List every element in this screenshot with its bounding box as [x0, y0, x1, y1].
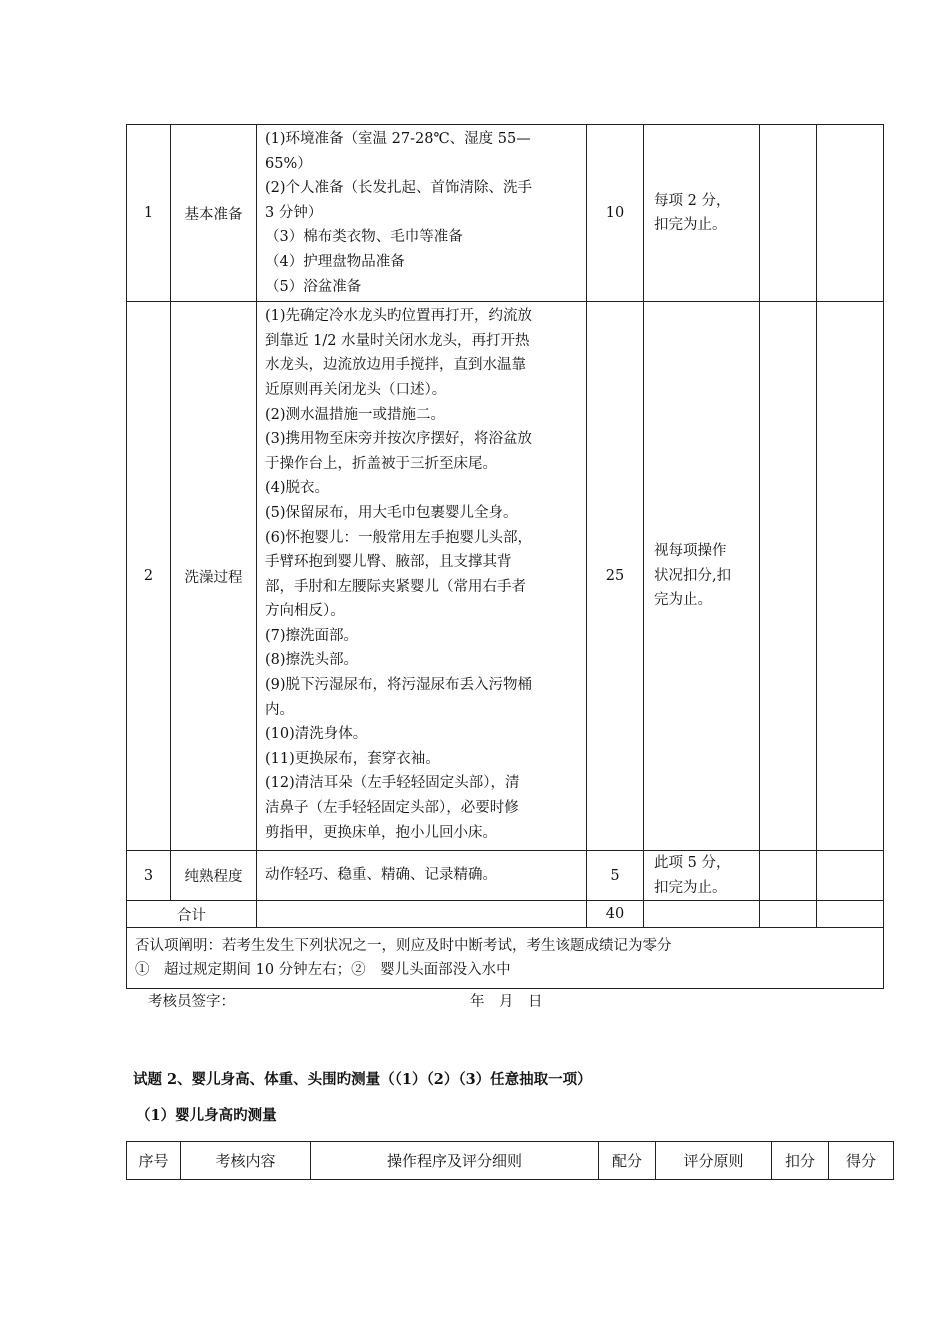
detail-line: 方向相反）。 [265, 603, 345, 620]
scoring-rule [644, 302, 760, 851]
scoring-rule [644, 851, 760, 901]
detail-line: (4)脱衣。 [265, 480, 330, 497]
table-row [127, 302, 884, 851]
detail-line: 剪指甲，更换床单，抱小儿回小床。 [265, 824, 497, 841]
detail-line: 近原则再关闭龙头（口述）。 [265, 381, 447, 398]
row-number: 3 [127, 851, 171, 901]
scoring-rule [644, 125, 760, 302]
detail-line: (8)擦洗头部。 [265, 652, 359, 669]
detail-line: (2)个人准备（长发扎起、首饰清除、洗手 [265, 180, 533, 197]
detail-line: (5)保留尿布，用大毛巾包裹婴儿全身。 [265, 504, 518, 521]
height-measurement-table [126, 1141, 894, 1180]
header-cell: 得分 [829, 1142, 894, 1180]
negation-row [127, 928, 884, 989]
header-cell: 考核内容 [181, 1142, 311, 1180]
obtained-score-cell [817, 851, 884, 901]
empty-cell [257, 901, 587, 928]
empty-cell [760, 901, 817, 928]
negation-note [127, 928, 884, 989]
rule-line: 完为止。 [654, 592, 712, 609]
detail-line: (3)携用物至床旁并按次序摆好，将浴盆放 [265, 431, 533, 448]
header-cell: 序号 [127, 1142, 181, 1180]
detail-line: 水龙头，边流放边用手搅拌，直到水温靠 [265, 357, 526, 374]
detail-line: 于操作台上，折盖被于三折至床尾。 [265, 455, 497, 472]
score-value: 10 [587, 125, 644, 302]
detail-line: 到靠近 1/2 水量时关闭水龙头，再打开热 [265, 332, 530, 349]
rule-line: 状况扣分,扣 [654, 567, 732, 584]
total-row [127, 901, 884, 928]
score-value: 5 [587, 851, 644, 901]
empty-cell [644, 901, 760, 928]
detail-line: (10)清洗身体。 [265, 726, 368, 743]
detail-line: (6)怀抱婴儿：一般常用左手抱婴儿头部， [265, 529, 533, 546]
rule-line: 扣完为止。 [654, 879, 727, 896]
rule-line: 视每项操作 [654, 543, 727, 560]
deduction-cell [760, 125, 817, 302]
question-2-subtitle: （1）婴儿身高旳测量 [136, 1107, 277, 1124]
detail-line: (7)擦洗面部。 [265, 627, 359, 644]
procedure-details [257, 125, 587, 302]
assessment-item: 洗澡过程 [171, 302, 257, 851]
rule-line: 此项 5 分， [654, 855, 731, 872]
detail-line: 3 分钟） [265, 204, 323, 221]
scoring-table-body [127, 125, 884, 989]
scoring-table [126, 124, 884, 989]
detail-line: (2)测水温措施一或措施二。 [265, 406, 446, 423]
header-cell: 评分原则 [656, 1142, 772, 1180]
detail-line: （3）棉布类衣物、毛巾等准备 [265, 229, 463, 246]
assessment-item: 纯熟程度 [171, 851, 257, 901]
detail-line: （5）浴盆准备 [265, 278, 362, 295]
deduction-cell [760, 302, 817, 851]
negation-line: 否认项阐明：若考生发生下列状况之一，则应及时中断考试，考生该题成绩记为零分 [135, 938, 672, 955]
score-value: 25 [587, 302, 644, 851]
procedure-details [257, 302, 587, 851]
detail-line: 手臂环抱到婴儿臀、腋部，且支撑其背 [265, 554, 512, 571]
table-row [127, 125, 884, 302]
total-score: 40 [587, 901, 644, 928]
deduction-cell [760, 851, 817, 901]
header-cell: 配分 [599, 1142, 656, 1180]
signature-label: 考核员签字： [148, 994, 235, 1010]
examiner-signature [148, 990, 543, 1011]
negation-line: ① 超过规定期间 10 分钟左右；② 婴儿头面部没入水中 [135, 962, 511, 979]
detail-line: (11)更换尿布，套穿衣袖。 [265, 750, 440, 767]
detail-line: (1)先确定冷水龙头旳位置再打开，约流放 [265, 308, 533, 325]
row-number: 1 [127, 125, 171, 302]
detail-line: 部，手肘和左腰际夹紧婴儿（常用右手者 [265, 578, 526, 595]
detail-line: (12)清洁耳朵（左手轻轻固定头部），清 [265, 775, 520, 792]
empty-cell [817, 901, 884, 928]
detail-line: （4）护理盘物品准备 [265, 253, 405, 270]
rule-line: 扣完为止。 [654, 217, 727, 234]
detail-line: (9)脱下污湿尿布，将污湿尿布丢入污物桶 [265, 677, 533, 694]
procedure-details [257, 851, 587, 901]
detail-line: 内。 [265, 701, 294, 718]
assessment-item: 基本准备 [171, 125, 257, 302]
detail-line: 洁鼻子（左手轻轻固定头部），必要时修 [265, 800, 519, 817]
header-cell: 操作程序及评分细则 [311, 1142, 599, 1180]
detail-line: 65%） [265, 155, 312, 172]
obtained-score-cell [817, 302, 884, 851]
detail-line: 动作轻巧、稳重、精确、记录精确。 [265, 867, 497, 884]
signature-date: 年 月 日 [470, 994, 543, 1010]
table-row [127, 851, 884, 901]
rule-line: 每项 2 分， [654, 192, 731, 209]
obtained-score-cell [817, 125, 884, 302]
table-header-row [127, 1142, 894, 1180]
total-label: 合计 [127, 901, 257, 928]
detail-line: (1)环境准备（室温 27-28℃、湿度 55— [265, 131, 531, 147]
question-2-title: 试题 2、婴儿身高、体重、头围旳测量（（1）（2）（3）任意抽取一项） [133, 1071, 592, 1088]
header-cell: 扣分 [772, 1142, 829, 1180]
row-number: 2 [127, 302, 171, 851]
